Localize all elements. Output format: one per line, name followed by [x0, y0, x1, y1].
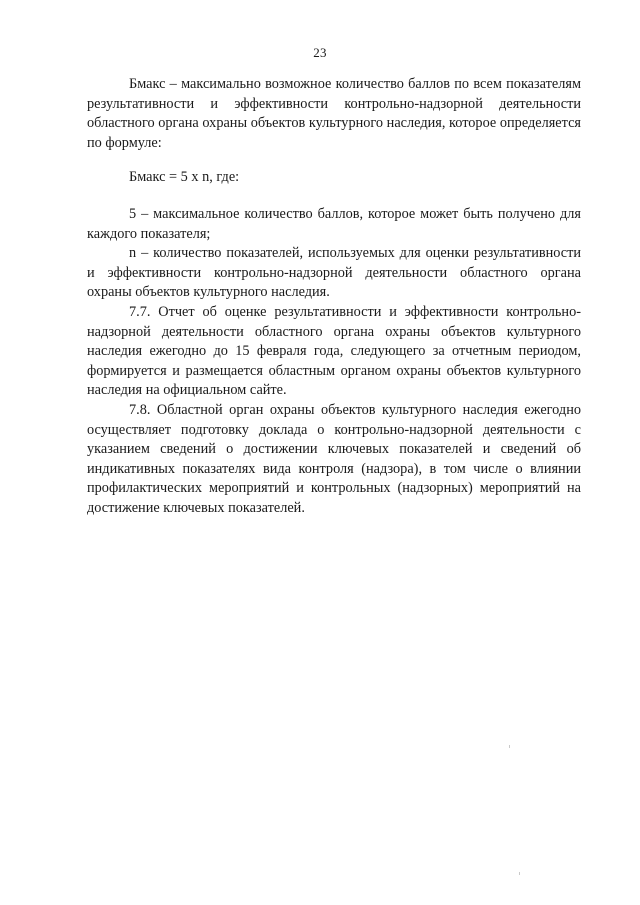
document-body — [87, 75, 581, 518]
paragraph-clause-7-7: 7.7. Отчет об оценке результативности и эффективности контрольно-надзорной деятельности областного органа охраны объектов культурного наследия ежегодно до 15 февраля года, следующего за отчетным периодом, формируется и размещается областным органом охраны объектов культурного наследия на официальном сайте. — [87, 303, 581, 399]
page-number: 23 — [313, 45, 327, 60]
paragraph-n-definition: n – количество показателей, используемых для оценки результативности и эффективности контрольно-надзорной деятельности областного органа охраны объектов культурного наследия. — [87, 245, 581, 301]
scan-artifact-mark — [509, 745, 510, 748]
paragraph-bmax-definition: Бмакс – максимально возможное количество баллов по всем показателям результативности и эффективности контрольно-надзорной деятельности областного органа охраны объектов культурного наследия, которое определяется по формуле: — [87, 76, 581, 151]
formula-line: Бмакс = 5 х n, где: — [129, 169, 240, 186]
paragraph-five-definition: 5 – максимальное количество баллов, которое может быть получено для каждого показателя; — [87, 205, 581, 242]
scan-artifact-mark — [519, 872, 520, 875]
paragraph-clause-7-8: 7.8. Областной орган охраны объектов культурного наследия ежегодно осуществляет подготовку доклада о контрольно-надзорной деятельности с указанием сведений о достижении ключевых показателей и сведений об индикативных показателях вида контроля (надзора), в том числе о влиянии профилактических мероприятий и контрольных (надзорных) мероприятий на достижение ключевых показателей. — [87, 401, 581, 516]
